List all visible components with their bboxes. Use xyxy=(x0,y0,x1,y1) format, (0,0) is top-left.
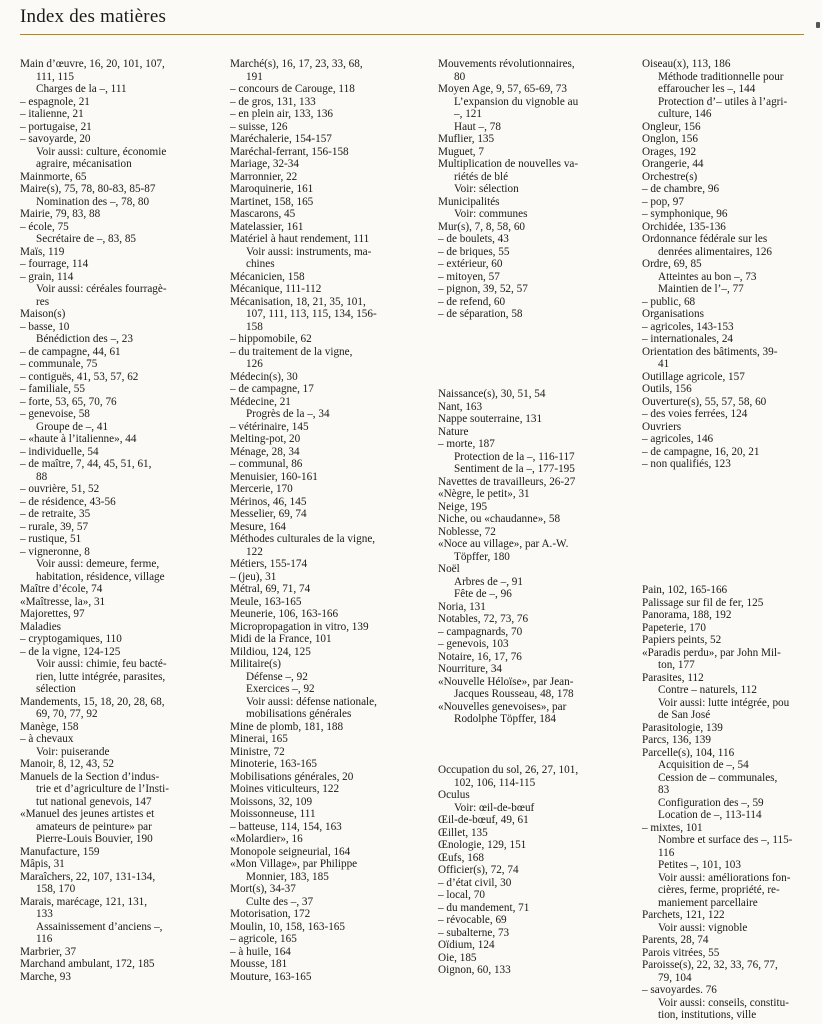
index-entry: Mobilisations générales, 20 xyxy=(230,770,354,783)
index-entry: Parents, 28, 74 xyxy=(642,934,709,946)
index-entry: sélection xyxy=(36,683,76,695)
index-entry: Ongleur, 156 xyxy=(642,120,701,133)
index-entry: – familiale, 55 xyxy=(20,383,85,395)
index-entry: 158, 170 xyxy=(36,883,76,895)
index-entry: Voir aussi: céréales fourragè- xyxy=(36,283,167,295)
index-entry: Orchidée, 135-136 xyxy=(642,220,726,233)
index-entry: Progrès de la –, 34 xyxy=(246,408,330,420)
index-entry: «Nouvelles genevoises», par xyxy=(438,700,567,713)
index-column-2 xyxy=(230,58,420,983)
index-entry: – agricoles, 143-153 xyxy=(642,320,734,333)
index-entry: Œnologie, 129, 151 xyxy=(438,839,527,851)
index-entry: – rurale, 39, 57 xyxy=(20,520,89,533)
index-entry: mobilisations générales xyxy=(246,708,352,720)
index-entry: Marché(s), 16, 17, 23, 33, 68, xyxy=(230,58,363,70)
index-entry: Ordre, 69, 85 xyxy=(642,258,702,270)
index-entry: – école, 75 xyxy=(20,220,69,233)
index-entry: Monnier, 183, 185 xyxy=(246,870,329,883)
index-section-p xyxy=(642,584,822,1022)
index-entry: Moulin, 10, 158, 163-165 xyxy=(230,920,345,933)
index-entry: – fourrage, 114 xyxy=(20,258,89,270)
index-entry: – de gros, 131, 133 xyxy=(230,95,316,108)
index-entry: Occupation du sol, 26, 27, 101, xyxy=(438,764,579,776)
index-section-m xyxy=(438,58,628,321)
index-entry: Muguet, 7 xyxy=(438,145,484,158)
index-entry: Outillage agricole, 157 xyxy=(642,370,745,383)
index-entry: Mérinos, 46, 145 xyxy=(230,495,307,508)
index-entry: tion, institutions, ville xyxy=(658,1009,757,1021)
index-entry: effaroucher les –, 144 xyxy=(658,83,756,95)
index-entry: Exercices –, 92 xyxy=(246,683,315,695)
index-entry: 122 xyxy=(246,545,263,558)
index-entry: – de résidence, 43-56 xyxy=(20,495,116,508)
index-entry: Minoterie, 163-165 xyxy=(230,758,317,770)
index-entry: – en plein air, 133, 136 xyxy=(230,108,334,120)
index-entry: Oculus xyxy=(438,789,470,801)
index-entry: Oie, 185 xyxy=(438,951,477,964)
index-entry: cières, ferme, propriété, re- xyxy=(658,884,780,896)
index-entry: Midi de la France, 101 xyxy=(230,633,332,645)
index-entry: – de campagne, 17 xyxy=(230,383,314,395)
index-entry: trie et d’agriculture de l’Insti- xyxy=(36,783,169,795)
index-entry: Maison(s) xyxy=(20,308,66,320)
index-entry: – italienne, 21 xyxy=(20,108,84,120)
index-entry: Mur(s), 7, 8, 58, 60 xyxy=(438,220,526,233)
index-entry: Minerai, 165 xyxy=(230,733,288,745)
index-entry: «Nègre, le petit», 31 xyxy=(438,488,530,500)
index-entry: Municipalités xyxy=(438,195,500,208)
index-entry: Œufs, 168 xyxy=(438,851,484,864)
index-entry: Mine de plomb, 181, 188 xyxy=(230,720,344,733)
index-entry: agraire, mécanisation xyxy=(36,158,132,170)
index-entry: Nant, 163 xyxy=(438,400,483,413)
index-entry: Jacques Rousseau, 48, 178 xyxy=(454,688,574,700)
index-entry: Oïdium, 124 xyxy=(438,939,495,951)
index-entry: Mécanique, 111-112 xyxy=(230,283,322,295)
index-entry: Menuisier, 160-161 xyxy=(230,470,318,483)
index-entry: Noël xyxy=(438,563,460,575)
index-entry: – à chevaux xyxy=(20,733,74,745)
index-entry: Parcs, 136, 139 xyxy=(642,734,711,746)
index-entry: – savoyarde, 20 xyxy=(20,133,91,145)
index-entry: Ouverture(s), 55, 57, 58, 60 xyxy=(642,395,767,408)
index-entry: Manuels de la Section d’indus- xyxy=(20,770,160,783)
index-entry: – agricoles, 146 xyxy=(642,433,714,445)
index-entry: Mort(s), 34-37 xyxy=(230,883,296,895)
index-entry: Nappe souterraine, 131 xyxy=(438,413,543,425)
index-entry: «Paradis perdu», par John Mil- xyxy=(642,646,781,659)
index-entry: – mixtes, 101 xyxy=(642,821,703,834)
index-entry: Parchets, 121, 122 xyxy=(642,909,725,921)
index-entry: – genevoise, 58 xyxy=(20,408,90,420)
index-entry: – de briques, 55 xyxy=(438,245,510,258)
index-entry: – public, 68 xyxy=(642,295,696,308)
index-entry: Œillet, 135 xyxy=(438,826,488,839)
index-entry: 79, 104 xyxy=(658,971,692,984)
index-entry: Mascarons, 45 xyxy=(230,208,296,220)
index-section-n xyxy=(438,388,628,726)
index-entry: Maréchal-ferrant, 156-158 xyxy=(230,145,349,158)
index-entry: Maintien de l’–, 77 xyxy=(658,283,744,295)
index-entry: Mécanicien, 158 xyxy=(230,270,305,283)
index-entry: – révocable, 69 xyxy=(438,914,507,926)
index-entry: Marche, 93 xyxy=(20,970,71,983)
index-entry: Parcelle(s), 104, 116 xyxy=(642,746,735,759)
index-entry: Outils, 156 xyxy=(642,383,692,395)
index-entry: Orages, 192 xyxy=(642,145,697,158)
index-entry: Protection d’– utiles à l’agri- xyxy=(658,95,788,108)
index-entry: – de maître, 7, 44, 45, 51, 61, xyxy=(20,458,152,470)
index-entry: 133 xyxy=(36,908,53,920)
index-entry: – suisse, 126 xyxy=(230,120,288,133)
index-entry: Voir aussi: instruments, ma- xyxy=(246,245,372,258)
index-entry: Militaire(s) xyxy=(230,658,281,670)
index-entry: Pain, 102, 165-166 xyxy=(642,584,728,596)
index-entry: – espagnole, 21 xyxy=(20,95,90,108)
index-entry: Configuration des –, 59 xyxy=(658,796,764,809)
index-entry: – batteuse, 114, 154, 163 xyxy=(230,820,342,833)
index-entry: «Mon Village», par Philippe xyxy=(230,858,358,870)
index-entry: Haut –, 78 xyxy=(454,120,501,133)
index-entry: Fête de –, 96 xyxy=(454,588,512,600)
index-entry: Marchand ambulant, 172, 185 xyxy=(20,958,155,970)
index-entry: Acquisition de –, 54 xyxy=(658,759,749,771)
index-entry: Onglon, 156 xyxy=(642,133,698,145)
index-entry: Méthode traditionnelle pour xyxy=(658,70,784,83)
index-entry: Papeterie, 170 xyxy=(642,621,706,634)
index-entry: Nomination des –, 78, 80 xyxy=(36,195,150,208)
index-entry: Ordonnance fédérale sur les xyxy=(642,233,768,245)
index-entry: Manège, 158 xyxy=(20,720,79,733)
index-entry: –, 121 xyxy=(454,108,482,120)
index-entry: Sentiment de la –, 177-195 xyxy=(454,463,575,475)
index-entry: – cryptogamiques, 110 xyxy=(20,633,122,645)
index-entry: – à huile, 164 xyxy=(230,945,291,958)
index-entry: res xyxy=(36,295,50,308)
index-entry: Cession de – communales, xyxy=(658,771,778,784)
index-entry: 80 xyxy=(454,70,466,83)
index-entry: Meule, 163-165 xyxy=(230,595,302,608)
index-entry: – grain, 114 xyxy=(20,270,74,283)
index-entry: – individuelle, 54 xyxy=(20,445,99,458)
index-entry: Mairie, 79, 83, 88 xyxy=(20,208,101,220)
index-entry: Métiers, 155-174 xyxy=(230,558,308,570)
index-entry: Location de –, 113-114 xyxy=(658,809,762,821)
index-entry: Melting-pot, 20 xyxy=(230,433,301,445)
index-entry: – vétérinaire, 145 xyxy=(230,420,309,433)
index-entry: 107, 111, 113, 115, 134, 156- xyxy=(246,308,377,320)
index-entry: Maître d’école, 74 xyxy=(20,583,103,595)
index-entry: Papiers peints, 52 xyxy=(642,634,722,646)
index-entry: – hippomobile, 62 xyxy=(230,333,312,345)
index-entry: Palissage sur fil de fer, 125 xyxy=(642,596,764,609)
index-entry: Manufacture, 159 xyxy=(20,845,100,858)
index-entry: Parasitologie, 139 xyxy=(642,721,723,734)
index-entry: 116 xyxy=(36,933,53,945)
index-entry: «Maîtresse, la», 31 xyxy=(20,595,106,608)
index-entry: Voir: sélection xyxy=(454,183,519,195)
index-entry: Voir: œil-de-bœuf xyxy=(454,801,535,814)
index-section-o xyxy=(438,764,628,977)
index-entry: «Manuel des jeunes artistes et xyxy=(20,808,155,820)
index-entry: denrées alimentaires, 126 xyxy=(658,245,773,258)
index-entry: Groupe de –, 41 xyxy=(36,420,109,433)
index-entry: 83 xyxy=(658,784,670,796)
index-entry: – contiguës, 41, 53, 57, 62 xyxy=(20,370,139,383)
index-entry: Paroisse(s), 22, 32, 33, 76, 77, xyxy=(642,959,778,971)
index-entry: Voir: puiserande xyxy=(36,745,110,758)
index-entry: Mâpis, 31 xyxy=(20,858,65,870)
index-entry: Maroquinerie, 161 xyxy=(230,183,314,195)
index-entry: Motorisation, 172 xyxy=(230,908,311,920)
index-entry: Muflier, 135 xyxy=(438,133,495,145)
index-entry: – agricole, 165 xyxy=(230,933,297,945)
index-entry: – concours de Carouge, 118 xyxy=(230,83,355,95)
index-entry: – «haute à l’italienne», 44 xyxy=(20,433,137,445)
index-entry: Maïs, 119 xyxy=(20,245,65,258)
index-entry: 126 xyxy=(246,358,263,370)
index-entry: Voir aussi: lutte intégrée, pou xyxy=(658,696,790,709)
index-entry: – campagnards, 70 xyxy=(438,625,523,638)
index-entry: Mouvements révolutionnaires, xyxy=(438,58,575,70)
index-entry: Moyen Age, 9, 57, 65-69, 73 xyxy=(438,83,567,95)
index-entry: Meunerie, 106, 163-166 xyxy=(230,608,339,620)
index-entry: Messelier, 69, 74 xyxy=(230,508,307,520)
index-entry: Charges de la –, 111 xyxy=(36,83,127,95)
index-entry: Moines viticulteurs, 122 xyxy=(230,783,340,795)
index-entry: Voir aussi: demeure, ferme, xyxy=(36,558,160,570)
index-entry: – internationales, 24 xyxy=(642,333,734,345)
index-entry: – communal, 86 xyxy=(230,458,303,470)
index-entry: 158 xyxy=(246,320,263,333)
index-entry: – vigneronne, 8 xyxy=(20,545,90,558)
index-entry: Monopole seigneurial, 164 xyxy=(230,845,351,858)
index-entry: Nourriture, 34 xyxy=(438,663,503,675)
index-entry: Mildiou, 124, 125 xyxy=(230,645,311,658)
index-section-o-continued xyxy=(642,58,822,471)
index-entry: Œil-de-bœuf, 49, 61 xyxy=(438,814,529,826)
index-entry: Protection de la –, 116-117 xyxy=(454,450,575,463)
index-entry: Marais, marécage, 121, 131, xyxy=(20,895,148,908)
index-entry: Mécanisation, 18, 21, 35, 101, xyxy=(230,295,366,308)
index-entry: Matelassier, 161 xyxy=(230,220,304,233)
index-entry: – non qualifiés, 123 xyxy=(642,458,731,470)
index-entry: Voir: communes xyxy=(454,208,528,220)
index-entry: Voir aussi: améliorations fon- xyxy=(658,871,791,884)
index-entry: «Nouvelle Héloïse», par Jean- xyxy=(438,675,574,688)
index-entry: Ménage, 28, 34 xyxy=(230,445,300,458)
index-entry: Panorama, 188, 192 xyxy=(642,609,732,621)
index-entry: Atteintes au bon –, 73 xyxy=(658,270,757,283)
index-entry: – forte, 53, 65, 70, 76 xyxy=(20,395,117,408)
index-entry: culture, 146 xyxy=(658,108,712,120)
index-entry: Médecine, 21 xyxy=(230,395,291,408)
index-entry: Orchestre(s) xyxy=(642,170,698,183)
index-entry: – de boulets, 43 xyxy=(438,233,509,245)
index-entry: – de la vigne, 124-125 xyxy=(20,645,121,658)
index-entry: Mercerie, 170 xyxy=(230,483,293,495)
index-entry: Mandements, 15, 18, 20, 28, 68, xyxy=(20,695,165,708)
index-entry: 111, 115 xyxy=(36,70,74,83)
index-entry: Ministre, 72 xyxy=(230,745,285,758)
index-entry: – des voies ferrées, 124 xyxy=(642,408,748,420)
index-entry: Mouture, 163-165 xyxy=(230,970,312,983)
index-entry: maniement parcellaire xyxy=(658,896,758,909)
index-entry: chines xyxy=(246,258,275,270)
index-entry: Moissons, 32, 109 xyxy=(230,795,313,808)
index-entry: Parasites, 112 xyxy=(642,671,704,684)
index-entry: Naissance(s), 30, 51, 54 xyxy=(438,388,546,400)
index-entry: 191 xyxy=(246,70,263,83)
index-entry: Neige, 195 xyxy=(438,500,488,513)
index-entry: Défense –, 92 xyxy=(246,670,308,683)
index-entry: tut national genevois, 147 xyxy=(36,795,152,808)
index-entry: – de chambre, 96 xyxy=(642,183,720,195)
index-entry: – rustique, 51 xyxy=(20,533,82,545)
index-entry: – pop, 97 xyxy=(642,195,684,208)
index-entry: Noria, 131 xyxy=(438,600,486,613)
index-entry: Officier(s), 72, 74 xyxy=(438,864,519,876)
index-entry: Marbrier, 37 xyxy=(20,945,77,958)
index-entry: Nature xyxy=(438,425,469,438)
index-entry: Noblesse, 72 xyxy=(438,525,496,538)
index-entry: 88 xyxy=(36,470,48,483)
index-entry: 69, 70, 77, 92 xyxy=(36,708,98,720)
index-entry: Voir aussi: vignoble xyxy=(658,921,748,934)
index-entry: Rodolphe Töpffer, 184 xyxy=(454,713,556,725)
index-entry: Voir aussi: culture, économie xyxy=(36,145,167,158)
index-entry: – subalterne, 73 xyxy=(438,926,510,939)
index-entry: – de retraite, 35 xyxy=(20,508,91,520)
index-entry: – communale, 75 xyxy=(20,358,98,370)
index-entry: Maladies xyxy=(20,620,62,633)
index-entry: Bénédiction des –, 23 xyxy=(36,333,133,345)
index-entry: Maraîchers, 22, 107, 131-134, xyxy=(20,870,156,883)
index-entry: de San José xyxy=(658,709,711,721)
index-entry: L’expansion du vignoble au xyxy=(454,95,579,108)
index-entry: Oiseau(x), 113, 186 xyxy=(642,58,731,70)
index-entry: Parois vitrées, 55 xyxy=(642,946,720,959)
index-entry: – de campagne, 16, 20, 21 xyxy=(642,445,760,458)
index-entry: Moissonneuse, 111 xyxy=(230,808,316,820)
index-entry: Pierre-Louis Bouvier, 190 xyxy=(36,833,153,845)
index-entry: Voir aussi: conseils, constitu- xyxy=(658,996,789,1009)
index-entry: – symphonique, 96 xyxy=(642,208,728,220)
index-entry: – d’état civil, 30 xyxy=(438,876,512,889)
index-entry: Mousse, 181 xyxy=(230,958,288,970)
index-entry: Micropropagation in vitro, 139 xyxy=(230,620,369,633)
index-entry: – du mandement, 71 xyxy=(438,901,530,914)
index-entry: Voir aussi: défense nationale, xyxy=(246,695,377,708)
index-entry: – extérieur, 60 xyxy=(438,258,503,270)
index-entry: amateurs de peinture» par xyxy=(36,820,152,833)
index-entry: ton, 177 xyxy=(658,659,695,671)
index-entry: – local, 70 xyxy=(438,889,485,901)
index-entry: – portugaise, 21 xyxy=(20,120,92,133)
index-entry: Voir aussi: chimie, feu bacté- xyxy=(36,658,167,670)
index-entry: – pignon, 39, 52, 57 xyxy=(438,283,528,295)
index-entry: – (jeu), 31 xyxy=(230,570,277,583)
index-entry: Nombre et surface des –, 115- xyxy=(658,834,793,846)
index-entry: – de campagne, 44, 61 xyxy=(20,345,121,358)
index-entry: Mesure, 164 xyxy=(230,520,286,533)
index-entry: Mariage, 32-34 xyxy=(230,158,299,170)
index-entry: Assainissement d’anciens –, xyxy=(36,920,163,933)
index-entry: rien, lutte intégrée, parasites, xyxy=(36,670,166,683)
index-entry: Marronnier, 22 xyxy=(230,170,298,183)
index-entry: Majorettes, 97 xyxy=(20,608,85,620)
index-entry: – basse, 10 xyxy=(20,320,70,333)
index-entry: 116 xyxy=(658,846,675,859)
index-entry: Notables, 72, 73, 76 xyxy=(438,613,529,625)
index-entry: – de refend, 60 xyxy=(438,295,506,308)
index-entry: Töpffer, 180 xyxy=(454,550,510,563)
index-entry: Secrétaire de –, 83, 85 xyxy=(36,233,137,245)
header-rule xyxy=(20,34,804,35)
index-entry: – savoyardes. 76 xyxy=(642,984,717,996)
index-entry: – mitoyen, 57 xyxy=(438,270,500,283)
index-entry: Orientation des bâtiments, 39- xyxy=(642,345,778,358)
index-entry: Notaire, 16, 17, 76 xyxy=(438,650,522,663)
index-entry: «Noce au village», par A.-W. xyxy=(438,538,569,550)
index-entry: Orangerie, 44 xyxy=(642,158,704,170)
index-entry: Niche, ou «chaudanne», 58 xyxy=(438,513,561,525)
index-entry: riétés de blé xyxy=(454,170,509,183)
index-entry: Main d’œuvre, 16, 20, 101, 107, xyxy=(20,58,165,70)
index-entry: Oignon, 60, 133 xyxy=(438,964,511,976)
index-entry: Métral, 69, 71, 74 xyxy=(230,583,311,595)
index-entry: – de séparation, 58 xyxy=(438,308,523,320)
index-entry: Navettes de travailleurs, 26-27 xyxy=(438,475,576,488)
index-entry: Matériel à haut rendement, 111 xyxy=(230,233,370,245)
index-entry: Maire(s), 75, 78, 80-83, 85-87 xyxy=(20,183,156,195)
index-entry: Martinet, 158, 165 xyxy=(230,195,314,208)
index-column-1 xyxy=(20,58,210,983)
index-entry: – ouvrière, 51, 52 xyxy=(20,483,100,495)
index-entry: Multiplication de nouvelles va- xyxy=(438,158,579,170)
index-entry: – morte, 187 xyxy=(438,438,495,450)
index-entry: Organisations xyxy=(642,308,704,320)
index-entry: Manoir, 8, 12, 43, 52 xyxy=(20,758,115,770)
index-entry: 41 xyxy=(658,358,670,370)
index-entry: Maréchalerie, 154-157 xyxy=(230,133,332,145)
index-entry: «Molardier», 16 xyxy=(230,833,303,845)
index-entry: – du traitement de la vigne, xyxy=(230,345,353,358)
page-edge-mark xyxy=(816,22,820,28)
page-title: Index des matières xyxy=(20,6,167,27)
index-entry: Contre – naturels, 112 xyxy=(658,684,758,696)
index-entry: Arbres de –, 91 xyxy=(454,575,523,588)
index-entry: Médecin(s), 30 xyxy=(230,370,298,383)
index-entry: Ouvriers xyxy=(642,420,682,433)
index-entry: habitation, résidence, village xyxy=(36,570,165,583)
index-entry: Mainmorte, 65 xyxy=(20,170,87,183)
index-entry: 102, 106, 114-115 xyxy=(454,776,536,789)
index-entry: Méthodes culturales de la vigne, xyxy=(230,533,376,545)
index-entry: – genevois, 103 xyxy=(438,638,509,650)
index-entry: Culte des –, 37 xyxy=(246,895,314,908)
index-entry: Petites –, 101, 103 xyxy=(658,859,741,871)
